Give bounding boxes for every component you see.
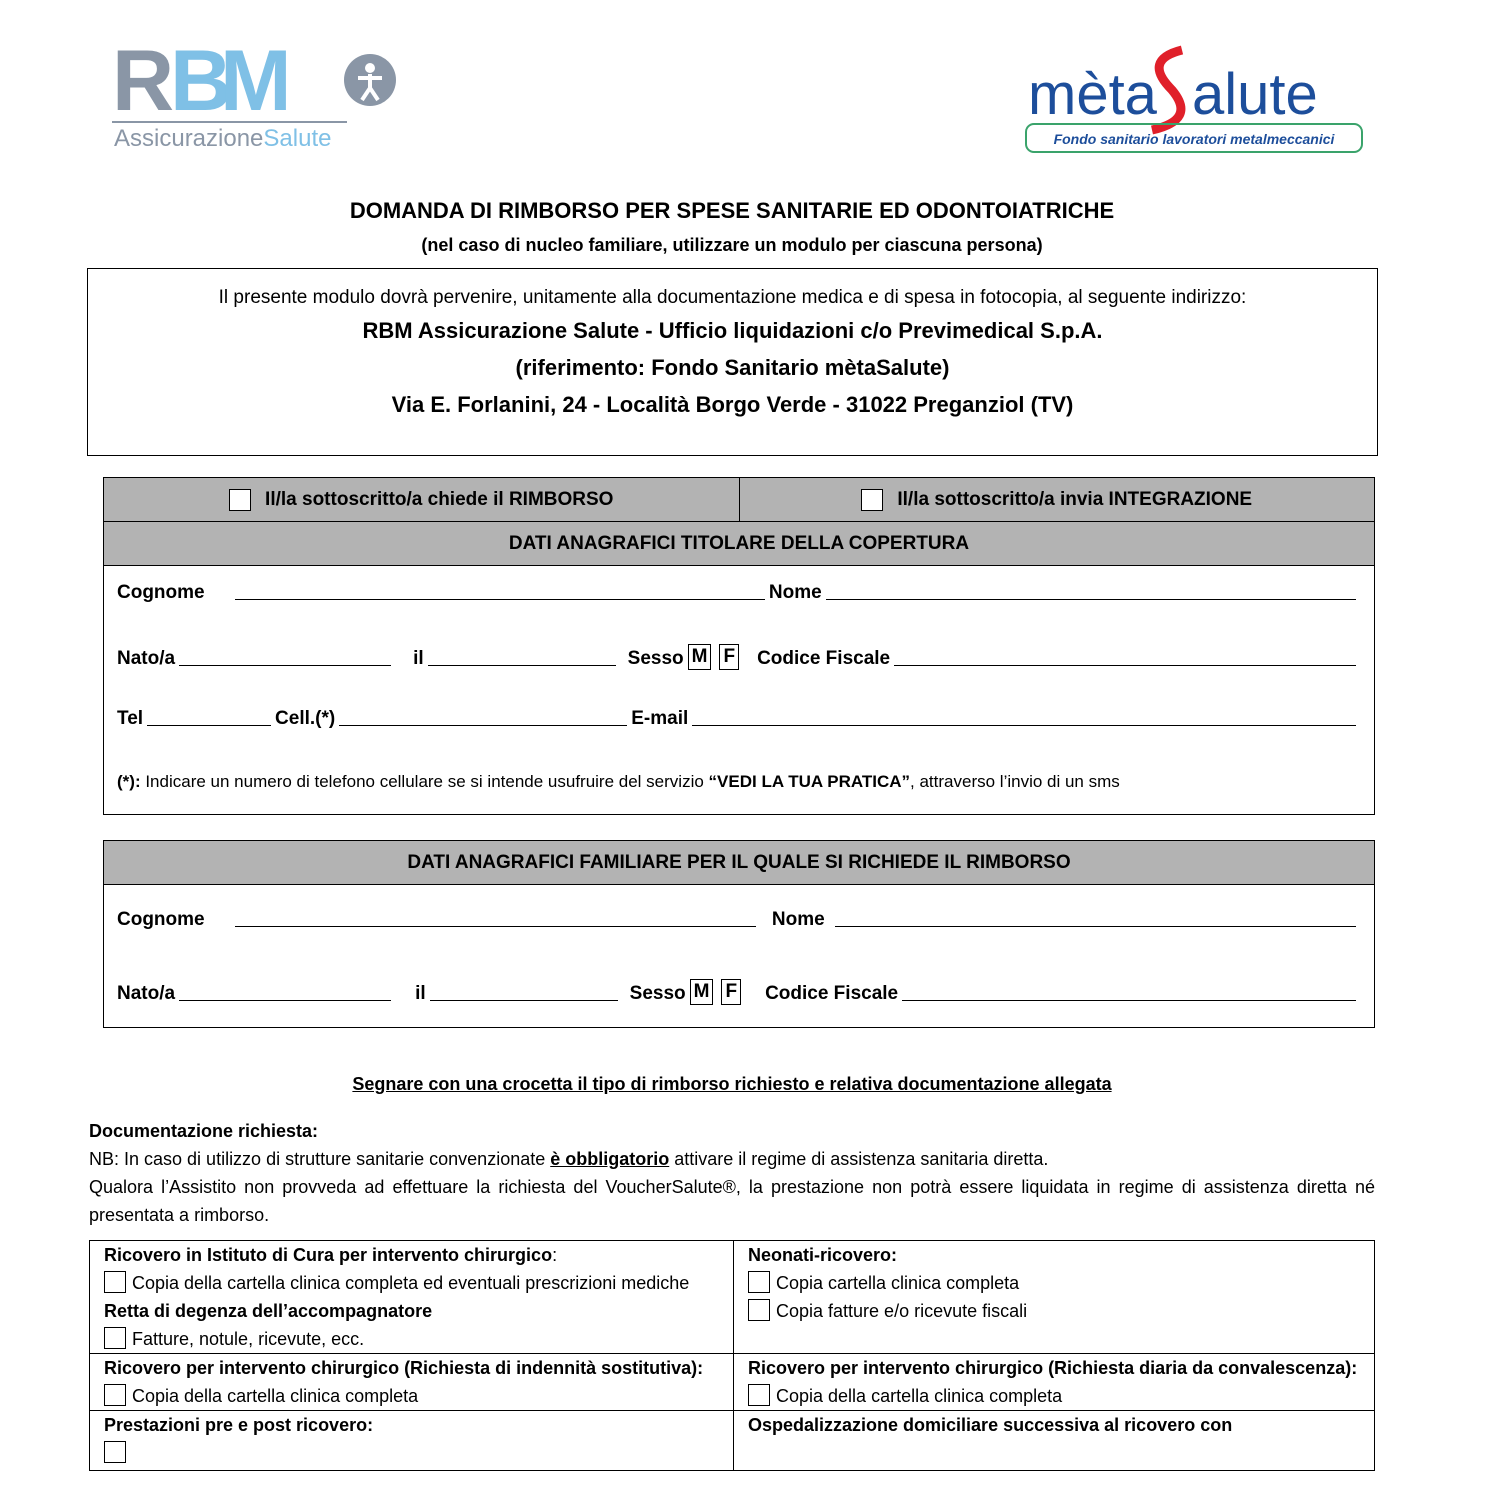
tel-field[interactable] [147, 725, 271, 726]
metasalute-logo [1022, 30, 1367, 160]
cell-ospedalizzazione [734, 1411, 1374, 1470]
address-line1: RBM Assicurazione Salute - Ufficio liquidazioni c/o Previmedical S.p.A. [362, 318, 1103, 343]
table-row [90, 1411, 1374, 1471]
cell-label: Cell.(*) [275, 708, 336, 729]
svg-text:Fondo sanitario lavoratori met: Fondo sanitario lavoratori metalmeccanici [1053, 131, 1335, 147]
documents-table [89, 1240, 1375, 1471]
note-text-end: , attraverso l’invio di un sms [910, 772, 1120, 791]
address-box [87, 268, 1378, 456]
table-row [90, 1241, 1374, 1354]
birthdate-field[interactable] [430, 1000, 618, 1001]
il-label: il [415, 983, 426, 1004]
address-intro: Il presente modulo dovrà pervenire, unitamente alla documentazione medica e di spesa in fotocopia, al seguente indirizzo: [218, 287, 1247, 308]
option-integrazione[interactable] [740, 478, 1375, 521]
item-label: Copia della cartella clinica completa ed eventuali prescrizioni mediche [132, 1273, 690, 1293]
documentation-notes [89, 1117, 1375, 1229]
rbm-logo [112, 38, 412, 153]
cell-heading: Neonati-ricovero: [748, 1245, 898, 1265]
il-label: il [413, 648, 424, 669]
cell-heading: Prestazioni pre e post ricovero: [104, 1415, 374, 1435]
email-field[interactable] [692, 725, 1356, 726]
sesso-label: Sesso [629, 983, 686, 1004]
colon: : [552, 1245, 558, 1265]
family-name-row [117, 909, 1360, 931]
cognome-label: Cognome [117, 909, 205, 930]
nome-label: Nome [771, 909, 825, 930]
nb-text: NB: In caso di utilizzo di strutture sanitarie convenzionate [89, 1149, 551, 1169]
family-header: DATI ANAGRAFICI FAMILIARE PER IL QUALE SI RICHIEDE IL RIMBORSO [104, 841, 1374, 885]
address-line2: (riferimento: Fondo Sanitario mètaSalute) [515, 355, 950, 380]
checkbox[interactable] [748, 1271, 770, 1293]
item-label: Copia della cartella clinica completa [776, 1386, 1063, 1406]
request-type-row [104, 478, 1374, 522]
cf-field[interactable] [894, 665, 1356, 666]
sesso-label: Sesso [627, 648, 684, 669]
email-label: E-mail [631, 708, 689, 729]
cell-heading: Ospedalizzazione domiciliare successiva al ricovero con [748, 1415, 1233, 1435]
sex-f-box[interactable]: F [719, 644, 739, 670]
svg-text:AssicurazioneSalute: AssicurazioneSalute [114, 125, 332, 152]
nome-label: Nome [768, 582, 822, 603]
sex-m-box[interactable]: M [690, 979, 714, 1005]
instruction: Segnare con una crocetta il tipo di rimborso richiesto e relativa documentazione allegata [352, 1074, 1112, 1094]
cell-heading: Retta di degenza dell’accompagnatore [104, 1301, 433, 1321]
checkbox[interactable] [748, 1384, 770, 1406]
cell-heading: Ricovero per intervento chirurgico (Richiesta diaria da convalescenza): [748, 1358, 1358, 1378]
cognome-field[interactable] [235, 926, 756, 927]
cell-convalescenza [734, 1354, 1374, 1410]
holder-name-row [117, 582, 1360, 604]
form-subtitle: (nel caso di nucleo familiare, utilizzare un modulo per ciascuna persona) [421, 235, 1043, 255]
svg-text:M: M [220, 38, 292, 129]
svg-text:R: R [112, 38, 175, 129]
svg-text:B: B [170, 38, 233, 129]
note-text: Indicare un numero di telefono cellulare se si intende usufruire del servizio [140, 772, 709, 791]
note-service: “VEDI LA TUA PRATICA” [708, 772, 911, 791]
holder-section [103, 477, 1375, 815]
item-label: Copia fatture e/o ricevute fiscali [776, 1301, 1028, 1321]
checkbox[interactable] [104, 1327, 126, 1349]
cognome-label: Cognome [117, 582, 205, 603]
cell-note [117, 772, 1120, 792]
checkbox[interactable] [748, 1299, 770, 1321]
holder-birth-row [117, 644, 1360, 670]
option-rimborso-label: Il/la sottoscritto/a chiede il RIMBORSO [265, 488, 614, 510]
nato-label: Nato/a [117, 648, 176, 669]
form-title: DOMANDA DI RIMBORSO PER SPESE SANITARIE ED ODONTOIATRICHE [349, 198, 1115, 223]
table-row [90, 1354, 1374, 1411]
integrazione-checkbox[interactable] [861, 489, 883, 511]
sex-m-box[interactable]: M [688, 644, 712, 670]
address-line3: Via E. Forlanini, 24 - Località Borgo Verde - 31022 Preganziol (TV) [391, 392, 1074, 417]
cf-field[interactable] [902, 1000, 1356, 1001]
cell-heading: Ricovero in Istituto di Cura per intervento chirurgico [104, 1245, 553, 1265]
cell-neonati [734, 1241, 1374, 1353]
item-label: Copia cartella clinica completa [776, 1273, 1020, 1293]
nb-line [89, 1145, 1375, 1173]
sex-f-box[interactable]: F [721, 979, 741, 1005]
nome-field[interactable] [835, 926, 1356, 927]
checkbox[interactable] [104, 1384, 126, 1406]
cell-indennita [90, 1354, 734, 1410]
holder-header: DATI ANAGRAFICI TITOLARE DELLA COPERTURA [104, 522, 1374, 566]
option-integrazione-label: Il/la sottoscritto/a invia INTEGRAZIONE [897, 488, 1253, 510]
family-birth-row [117, 979, 1360, 1005]
rimborso-checkbox[interactable] [229, 489, 251, 511]
cognome-field[interactable] [235, 599, 765, 600]
nb-emph: è obbligatorio [550, 1149, 670, 1169]
option-rimborso[interactable] [104, 478, 740, 521]
doc-heading: Documentazione richiesta: [89, 1121, 319, 1141]
item-label: Fatture, notule, ricevute, ecc. [132, 1329, 365, 1349]
tel-label: Tel [117, 708, 144, 729]
svg-text:alute: alute [1192, 62, 1318, 127]
cf-label: Codice Fiscale [757, 648, 891, 669]
cell-heading: Ricovero per intervento chirurgico (Richiesta di indennità sostitutiva): [104, 1358, 704, 1378]
nato-field[interactable] [179, 1000, 391, 1001]
svg-text:mèta: mèta [1028, 62, 1157, 127]
holder-contact-row [117, 708, 1360, 730]
nome-field[interactable] [826, 599, 1356, 600]
item-label: Copia della cartella clinica completa [132, 1386, 419, 1406]
family-section [103, 840, 1375, 1028]
nato-label: Nato/a [117, 983, 176, 1004]
note-mark: (*): [117, 772, 141, 791]
nb-text-end: attivare il regime di assistenza sanitaria diretta. [669, 1149, 1049, 1169]
cell-field[interactable] [339, 725, 627, 726]
cf-label: Codice Fiscale [765, 983, 899, 1004]
nato-field[interactable] [179, 665, 391, 666]
birthdate-field[interactable] [428, 665, 616, 666]
cell-pre-post [90, 1411, 734, 1470]
voucher-paragraph: Qualora l’Assistito non provveda ad effettuare la richiesta del VoucherSalute®, la prestazione non potrà essere liquidata in regime di assistenza diretta né presentata a rimborso. [89, 1177, 1375, 1225]
checkbox[interactable] [104, 1271, 126, 1293]
cell-ricovero-chirurgico [90, 1241, 734, 1353]
checkbox[interactable] [104, 1441, 126, 1463]
